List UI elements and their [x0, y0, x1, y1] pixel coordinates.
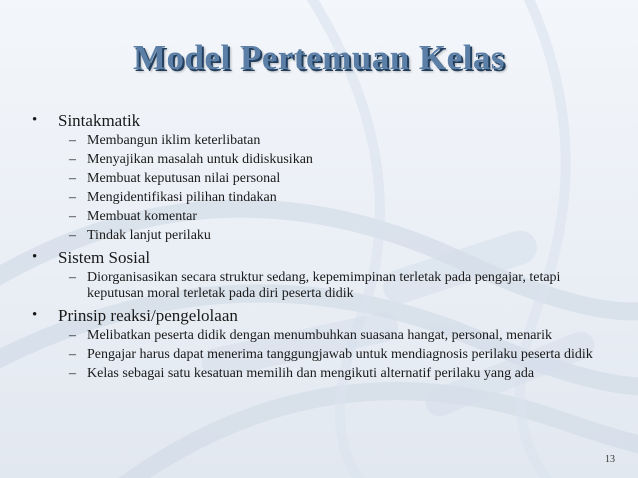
dash-icon: –: [69, 171, 76, 186]
dash-icon: –: [69, 209, 76, 224]
bullet-icon: •: [32, 249, 38, 265]
section-sistem-sosial: [27, 247, 617, 268]
dash-icon: –: [69, 228, 76, 243]
list-item: – Membuat keputusan nilai personal: [69, 171, 281, 186]
section-sintakmatik: [27, 110, 617, 131]
dash-icon: –: [69, 152, 76, 167]
bullet-icon: •: [32, 112, 38, 128]
list-item: – Diorganisasikan secara struktur sedang, kepemimpinan terletak pada pengajar, tetapi keputusan moral terletak pada diri peserta didik: [69, 270, 561, 301]
list-item: – Menyajikan masalah untuk didiskusikan: [69, 152, 313, 167]
dash-icon: –: [69, 366, 76, 381]
list-item: – Melibatkan peserta didik dengan menumbuhkan suasana hangat, personal, menarik: [69, 328, 552, 343]
dash-icon: –: [69, 347, 76, 362]
list-item: – Mengidentifikasi pilihan tindakan: [69, 190, 277, 205]
list-item: – Membuat komentar: [69, 209, 198, 224]
list-item: – Tindak lanjut perilaku: [69, 228, 211, 243]
sistem-sosial-list: [27, 270, 617, 302]
section-heading: Sintakmatik: [58, 111, 141, 130]
slide-title: Model Pertemuan Kelas: [132, 38, 506, 77]
bullet-content: [27, 110, 617, 385]
sintakmatik-list: [27, 133, 617, 244]
list-item: – Kelas sebagai satu kesatuan memilih dan mengikuti alternatif perilaku yang ada: [69, 366, 535, 381]
dash-icon: –: [69, 328, 76, 343]
dash-icon: –: [69, 133, 76, 148]
prinsip-reaksi-list: [27, 328, 617, 382]
list-item: – Pengajar harus dapat menerima tanggungjawab untuk mendiagnosis perilaku peserta didik: [69, 347, 593, 362]
dash-icon: –: [69, 270, 76, 285]
page-number: 13: [605, 454, 615, 465]
section-heading: Sistem Sosial: [58, 248, 151, 267]
section-heading: Prinsip reaksi/pengelolaan: [58, 306, 238, 325]
bullet-icon: •: [32, 307, 38, 323]
section-prinsip-reaksi: [27, 305, 617, 326]
list-item: – Membangun iklim keterlibatan: [69, 133, 261, 148]
dash-icon: –: [69, 190, 76, 205]
